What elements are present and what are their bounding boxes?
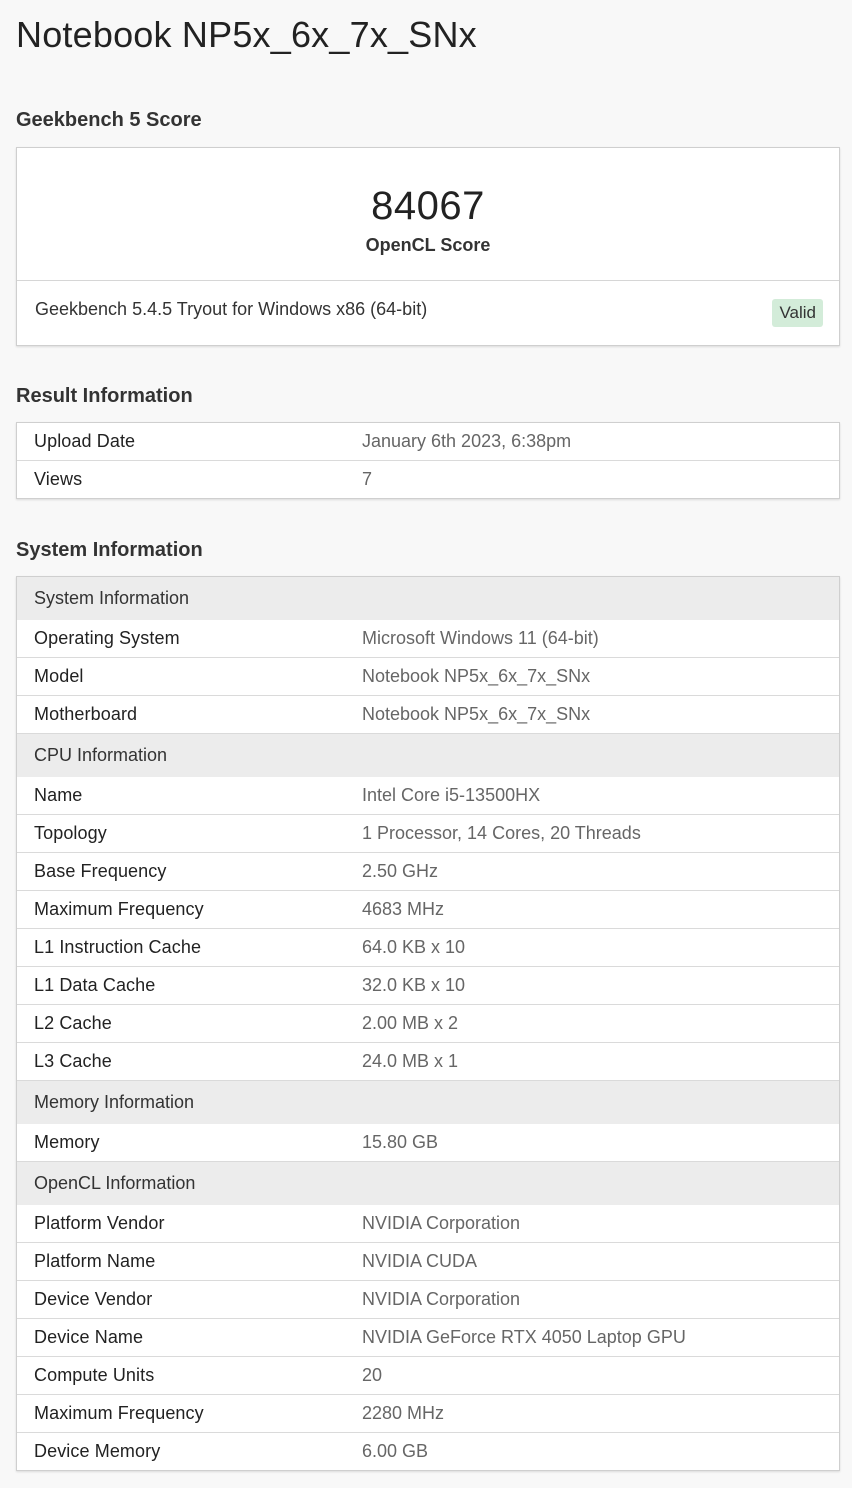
row-value: NVIDIA Corporation <box>362 1205 839 1243</box>
table-row <box>17 696 839 734</box>
row-value: 32.0 KB x 10 <box>362 967 839 1005</box>
table-row <box>17 620 839 658</box>
row-label: Operating System <box>17 620 362 658</box>
table-row <box>17 1124 839 1162</box>
row-label: L1 Data Cache <box>17 967 362 1005</box>
row-label: Upload Date <box>17 423 362 461</box>
result-info-table <box>17 423 839 498</box>
row-value: Intel Core i5-13500HX <box>362 777 839 815</box>
row-label: Platform Name <box>17 1243 362 1281</box>
row-value: Microsoft Windows 11 (64-bit) <box>362 620 839 658</box>
row-label: Views <box>34 469 83 489</box>
row-value: NVIDIA GeForce RTX 4050 Laptop GPU <box>362 1319 839 1357</box>
page-title: Notebook NP5x_6x_7x_SNx <box>16 14 477 55</box>
row-value: Notebook NP5x_6x_7x_SNx <box>362 696 839 734</box>
row-label: Platform Vendor <box>17 1205 362 1243</box>
group-header-label: System Information <box>17 577 839 620</box>
score-panel <box>17 148 839 281</box>
row-label: Maximum Frequency <box>17 891 362 929</box>
row-value: 64.0 KB x 10 <box>362 929 839 967</box>
row-label: Name <box>17 777 362 815</box>
row-label: Model <box>17 658 362 696</box>
group-header-row <box>17 577 839 620</box>
row-value: 1 Processor, 14 Cores, 20 Threads <box>362 815 839 853</box>
table-row <box>17 1043 839 1081</box>
system-info-card <box>16 576 840 1471</box>
group-header-label: OpenCL Information <box>17 1162 839 1206</box>
score-card <box>16 147 840 346</box>
row-value: 4683 MHz <box>362 891 839 929</box>
row-label: L3 Cache <box>17 1043 362 1081</box>
row-label: Base Frequency <box>17 853 362 891</box>
row-value: NVIDIA Corporation <box>362 1281 839 1319</box>
table-row <box>17 1205 839 1243</box>
row-label: L1 Instruction Cache <box>17 929 362 967</box>
row-label: Memory <box>17 1124 362 1162</box>
table-row <box>17 967 839 1005</box>
table-row <box>17 1319 839 1357</box>
row-value: 7 <box>362 469 373 489</box>
row-label: Topology <box>17 815 362 853</box>
table-row <box>17 891 839 929</box>
table-row <box>17 1357 839 1395</box>
row-value: 20 <box>362 1357 839 1395</box>
table-row <box>17 777 839 815</box>
row-label: Device Name <box>17 1319 362 1357</box>
group-header-row <box>17 734 839 778</box>
table-row <box>17 1005 839 1043</box>
opencl-score-label: OpenCL Score <box>365 235 491 255</box>
valid-badge: Valid <box>772 299 823 327</box>
row-label: L2 Cache <box>17 1005 362 1043</box>
row-value: 15.80 GB <box>362 1124 839 1162</box>
table-row <box>17 853 839 891</box>
result-section-heading: Result Information <box>16 385 193 407</box>
row-value: 6.00 GB <box>362 1441 429 1461</box>
row-value: NVIDIA CUDA <box>362 1243 839 1281</box>
result-info-card <box>16 422 840 499</box>
system-info-table <box>17 577 839 1470</box>
table-row <box>17 1243 839 1281</box>
table-row <box>17 1433 839 1471</box>
row-label: Maximum Frequency <box>17 1395 362 1433</box>
row-label: Compute Units <box>17 1357 362 1395</box>
table-row <box>17 658 839 696</box>
row-value: Notebook NP5x_6x_7x_SNx <box>362 658 839 696</box>
group-header-label: CPU Information <box>17 734 839 778</box>
geekbench-version: Geekbench 5.4.5 Tryout for Windows x86 (64-bit) <box>35 299 428 319</box>
table-row <box>17 461 839 499</box>
system-section-heading: System Information <box>16 539 203 561</box>
row-label: Device Memory <box>34 1441 161 1461</box>
score-section-heading: Geekbench 5 Score <box>16 109 202 131</box>
opencl-score-value: 84067 <box>371 184 485 228</box>
row-value: January 6th 2023, 6:38pm <box>362 423 839 461</box>
row-label: Device Vendor <box>17 1281 362 1319</box>
row-value: 2280 MHz <box>362 1395 839 1433</box>
table-row <box>17 423 839 461</box>
row-value: 2.00 MB x 2 <box>362 1005 839 1043</box>
table-row <box>17 1281 839 1319</box>
group-header-row <box>17 1081 839 1125</box>
group-header-row <box>17 1162 839 1206</box>
row-value: 2.50 GHz <box>362 853 839 891</box>
table-row <box>17 815 839 853</box>
table-row <box>17 929 839 967</box>
row-value: 24.0 MB x 1 <box>362 1043 839 1081</box>
table-row <box>17 1395 839 1433</box>
version-row <box>17 281 839 345</box>
group-header-label: Memory Information <box>17 1081 839 1125</box>
row-label: Motherboard <box>17 696 362 734</box>
